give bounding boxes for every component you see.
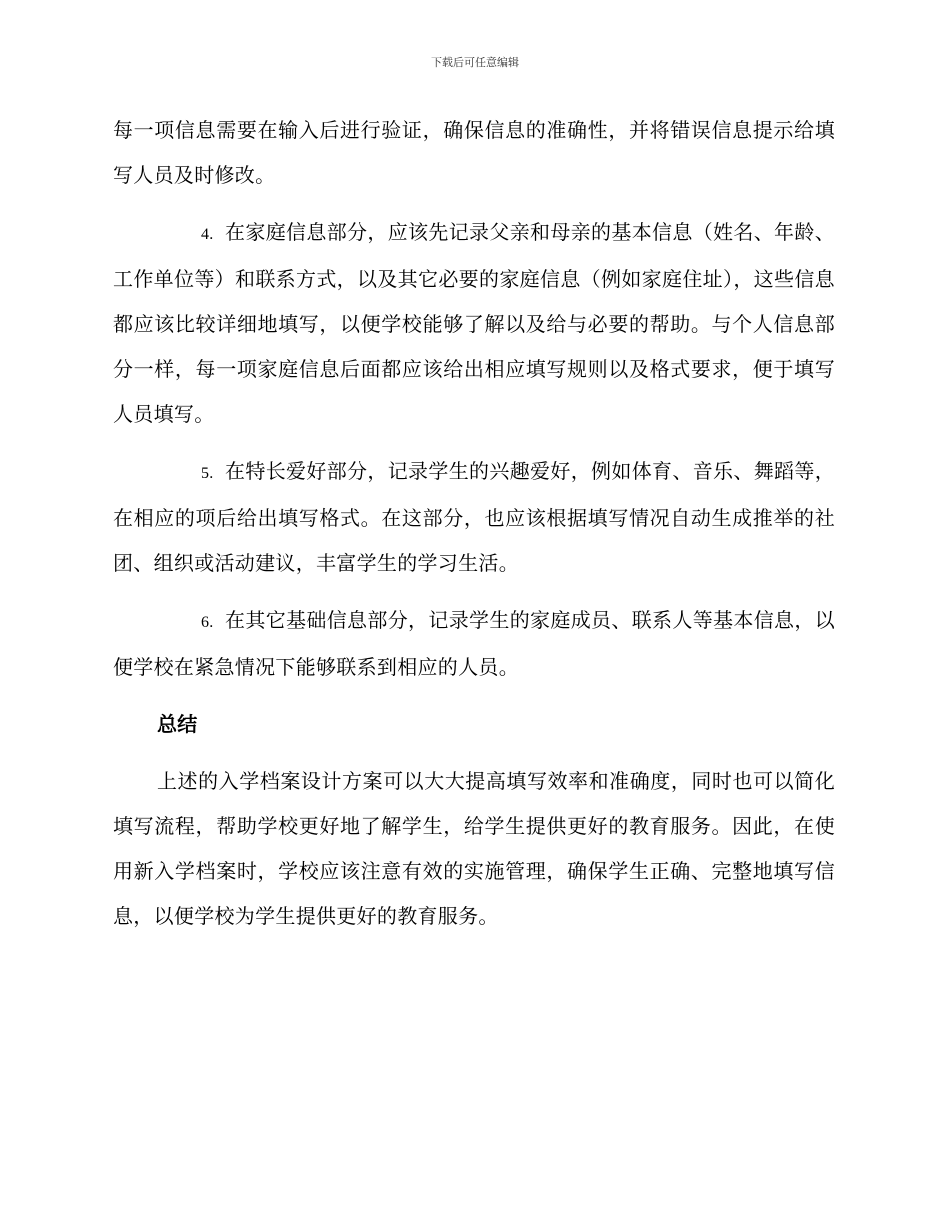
paragraph-other-info	[113, 598, 835, 690]
paragraph-hobbies-text: 在特长爱好部分，记录学生的兴趣爱好，例如体育、音乐、舞蹈等，在相应的项后给出填写格式。在这部分，也应该根据填写情况自动生成推举的社团、组织或活动建议，丰富学生的学习生活。	[113, 459, 835, 575]
document-body	[113, 108, 835, 951]
item-number-5: 5.	[201, 465, 214, 482]
item-number-4: 4.	[201, 226, 214, 243]
item-number-6: 6.	[201, 614, 214, 631]
paragraph-validation: 每一项信息需要在输入后进行验证，确保信息的准确性，并将错误信息提示给填写人员及时修改。	[113, 118, 835, 187]
paragraph-family-info	[113, 210, 835, 437]
summary-paragraph: 上述的入学档案设计方案可以大大提高填写效率和准确度，同时也可以简化填写流程，帮助学校更好地了解学生，给学生提供更好的教育服务。因此，在使用新入学档案时，学校应该注意有效的实施管理，确保学生正确、完整地填写信息，以便学校为学生提供更好的教育服务。	[113, 769, 835, 928]
paragraph-family-info-text: 在家庭信息部分，应该先记录父亲和母亲的基本信息（姓名、年龄、工作单位等）和联系方式，以及其它必要的家庭信息（例如家庭住址），这些信息都应该比较详细地填写，以便学校能够了解以及给与必要的帮助。与个人信息部分一样，每一项家庭信息后面都应该给出相应填写规则以及格式要求，便于填写人员填写。	[113, 220, 835, 426]
paragraph-other-info-text: 在其它基础信息部分，记录学生的家庭成员、联系人等基本信息，以便学校在紧急情况下能够联系到相应的人员。	[113, 608, 835, 679]
summary-heading: 总结	[157, 712, 198, 736]
paragraph-hobbies	[113, 449, 835, 586]
page-header: 下载后可任意编辑	[431, 56, 519, 69]
